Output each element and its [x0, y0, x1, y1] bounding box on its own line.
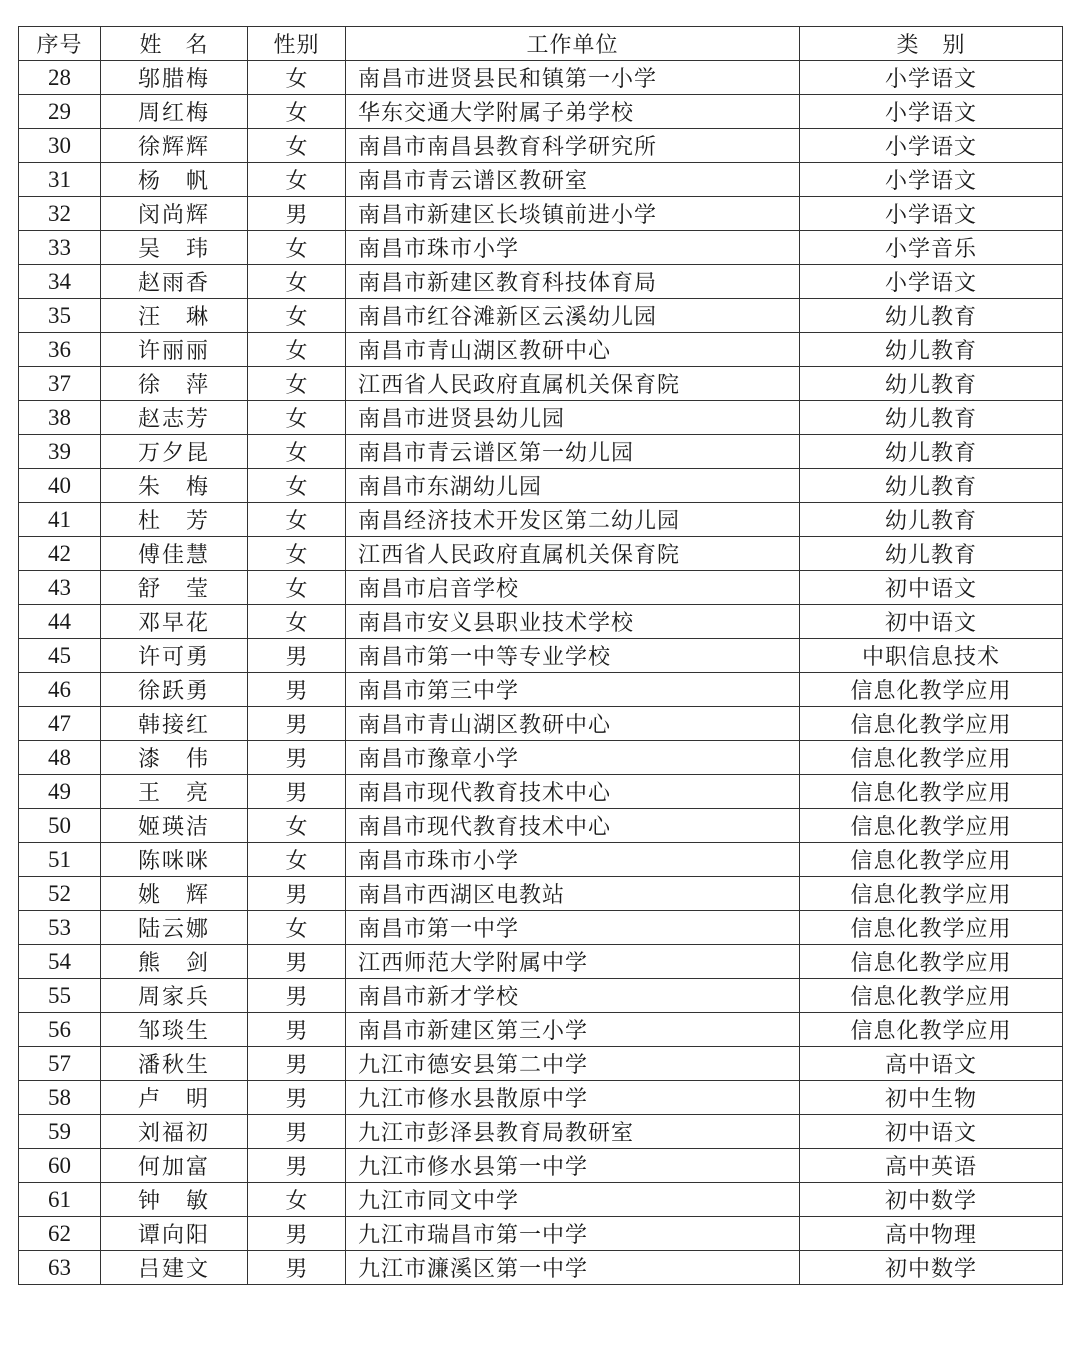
cell-work-unit: 九江市濂溪区第一中学 [346, 1251, 800, 1285]
table-row [19, 707, 1063, 741]
cell-serial-number: 34 [19, 265, 101, 299]
cell-serial-number: 40 [19, 469, 101, 503]
cell-gender: 女 [248, 299, 346, 333]
cell-work-unit: 南昌市青山湖区教研中心 [346, 333, 800, 367]
table-row [19, 299, 1063, 333]
cell-work-unit: 南昌市东湖幼儿园 [346, 469, 800, 503]
cell-serial-number: 55 [19, 979, 101, 1013]
cell-serial-number: 59 [19, 1115, 101, 1149]
cell-category: 信息化教学应用 [800, 911, 1063, 945]
cell-name: 闵尚辉 [101, 197, 248, 231]
cell-gender: 男 [248, 1047, 346, 1081]
cell-category: 初中语文 [800, 571, 1063, 605]
cell-work-unit: 九江市彭泽县教育局教研室 [346, 1115, 800, 1149]
cell-gender: 男 [248, 197, 346, 231]
cell-name: 舒 莹 [101, 571, 248, 605]
cell-work-unit: 南昌市红谷滩新区云溪幼儿园 [346, 299, 800, 333]
header-name: 姓 名 [101, 27, 248, 61]
cell-serial-number: 32 [19, 197, 101, 231]
cell-name: 吴 玮 [101, 231, 248, 265]
cell-serial-number: 63 [19, 1251, 101, 1285]
cell-category: 小学语文 [800, 265, 1063, 299]
cell-gender: 男 [248, 1217, 346, 1251]
cell-serial-number: 45 [19, 639, 101, 673]
cell-gender: 女 [248, 809, 346, 843]
cell-gender: 男 [248, 979, 346, 1013]
table-row [19, 1047, 1063, 1081]
cell-work-unit: 南昌市青云谱区教研室 [346, 163, 800, 197]
cell-work-unit: 南昌市珠市小学 [346, 843, 800, 877]
cell-name: 徐跃勇 [101, 673, 248, 707]
cell-gender: 男 [248, 673, 346, 707]
cell-work-unit: 南昌市新才学校 [346, 979, 800, 1013]
cell-category: 信息化教学应用 [800, 1013, 1063, 1047]
cell-gender: 男 [248, 1251, 346, 1285]
cell-work-unit: 九江市同文中学 [346, 1183, 800, 1217]
cell-serial-number: 37 [19, 367, 101, 401]
cell-work-unit: 九江市瑞昌市第一中学 [346, 1217, 800, 1251]
cell-category: 初中语文 [800, 1115, 1063, 1149]
cell-work-unit: 南昌市现代教育技术中心 [346, 809, 800, 843]
cell-serial-number: 42 [19, 537, 101, 571]
table-row [19, 1217, 1063, 1251]
roster-table [18, 26, 1063, 1285]
cell-name: 韩接红 [101, 707, 248, 741]
cell-work-unit: 南昌市新建区长埮镇前进小学 [346, 197, 800, 231]
header-work-unit: 工作单位 [346, 27, 800, 61]
table-row [19, 61, 1063, 95]
cell-work-unit: 九江市修水县第一中学 [346, 1149, 800, 1183]
cell-name: 杨 帆 [101, 163, 248, 197]
cell-gender: 男 [248, 707, 346, 741]
cell-name: 杜 芳 [101, 503, 248, 537]
cell-serial-number: 52 [19, 877, 101, 911]
cell-category: 幼儿教育 [800, 299, 1063, 333]
cell-name: 何加富 [101, 1149, 248, 1183]
cell-category: 幼儿教育 [800, 367, 1063, 401]
cell-serial-number: 60 [19, 1149, 101, 1183]
cell-name: 姚 辉 [101, 877, 248, 911]
table-row [19, 1081, 1063, 1115]
table-row [19, 1183, 1063, 1217]
cell-gender: 女 [248, 61, 346, 95]
table-row [19, 979, 1063, 1013]
cell-work-unit: 江西省人民政府直属机关保育院 [346, 367, 800, 401]
cell-gender: 女 [248, 469, 346, 503]
table-row [19, 265, 1063, 299]
cell-serial-number: 43 [19, 571, 101, 605]
header-serial-number: 序号 [19, 27, 101, 61]
cell-gender: 女 [248, 333, 346, 367]
table-row [19, 1115, 1063, 1149]
cell-serial-number: 62 [19, 1217, 101, 1251]
table-row [19, 231, 1063, 265]
cell-name: 万夕昆 [101, 435, 248, 469]
table-row [19, 503, 1063, 537]
cell-serial-number: 33 [19, 231, 101, 265]
cell-gender: 男 [248, 1013, 346, 1047]
table-row [19, 401, 1063, 435]
cell-name: 谭向阳 [101, 1217, 248, 1251]
cell-category: 信息化教学应用 [800, 775, 1063, 809]
cell-gender: 女 [248, 911, 346, 945]
cell-serial-number: 35 [19, 299, 101, 333]
header-gender: 性别 [248, 27, 346, 61]
cell-category: 小学语文 [800, 129, 1063, 163]
table-row [19, 129, 1063, 163]
cell-serial-number: 58 [19, 1081, 101, 1115]
header-category: 类 别 [800, 27, 1063, 61]
cell-gender: 男 [248, 1081, 346, 1115]
table-row [19, 163, 1063, 197]
table-row [19, 95, 1063, 129]
cell-category: 幼儿教育 [800, 503, 1063, 537]
cell-serial-number: 46 [19, 673, 101, 707]
cell-category: 信息化教学应用 [800, 673, 1063, 707]
cell-category: 幼儿教育 [800, 469, 1063, 503]
table-row [19, 639, 1063, 673]
cell-name: 漆 伟 [101, 741, 248, 775]
table-row [19, 605, 1063, 639]
cell-work-unit: 南昌市安义县职业技术学校 [346, 605, 800, 639]
cell-category: 信息化教学应用 [800, 707, 1063, 741]
table-row [19, 1251, 1063, 1285]
cell-category: 中职信息技术 [800, 639, 1063, 673]
cell-gender: 女 [248, 537, 346, 571]
table-header-row [19, 27, 1063, 61]
cell-work-unit: 南昌市西湖区电教站 [346, 877, 800, 911]
cell-name: 邹琰生 [101, 1013, 248, 1047]
cell-category: 小学语文 [800, 95, 1063, 129]
cell-gender: 男 [248, 775, 346, 809]
cell-name: 赵志芳 [101, 401, 248, 435]
cell-category: 幼儿教育 [800, 435, 1063, 469]
cell-serial-number: 57 [19, 1047, 101, 1081]
cell-serial-number: 30 [19, 129, 101, 163]
table-row [19, 537, 1063, 571]
table-row [19, 1013, 1063, 1047]
cell-gender: 女 [248, 605, 346, 639]
cell-category: 初中生物 [800, 1081, 1063, 1115]
cell-category: 初中语文 [800, 605, 1063, 639]
cell-gender: 男 [248, 741, 346, 775]
table-row [19, 911, 1063, 945]
table-row [19, 435, 1063, 469]
cell-gender: 男 [248, 1149, 346, 1183]
table-row [19, 197, 1063, 231]
cell-work-unit: 南昌市新建区教育科技体育局 [346, 265, 800, 299]
cell-category: 初中数学 [800, 1183, 1063, 1217]
cell-serial-number: 61 [19, 1183, 101, 1217]
table-row [19, 877, 1063, 911]
cell-work-unit: 南昌市青山湖区教研中心 [346, 707, 800, 741]
cell-category: 高中英语 [800, 1149, 1063, 1183]
cell-gender: 女 [248, 367, 346, 401]
cell-gender: 女 [248, 129, 346, 163]
cell-serial-number: 51 [19, 843, 101, 877]
cell-name: 潘秋生 [101, 1047, 248, 1081]
table-row [19, 945, 1063, 979]
cell-gender: 男 [248, 1115, 346, 1149]
cell-category: 小学语文 [800, 197, 1063, 231]
cell-category: 幼儿教育 [800, 537, 1063, 571]
cell-name: 邬腊梅 [101, 61, 248, 95]
cell-category: 幼儿教育 [800, 401, 1063, 435]
cell-category: 高中语文 [800, 1047, 1063, 1081]
cell-serial-number: 54 [19, 945, 101, 979]
cell-serial-number: 48 [19, 741, 101, 775]
document-page [18, 26, 1062, 1285]
cell-serial-number: 36 [19, 333, 101, 367]
cell-category: 信息化教学应用 [800, 741, 1063, 775]
cell-work-unit: 南昌市珠市小学 [346, 231, 800, 265]
table-row [19, 571, 1063, 605]
table-body [19, 61, 1063, 1285]
cell-work-unit: 南昌市第一中学 [346, 911, 800, 945]
cell-gender: 女 [248, 571, 346, 605]
cell-name: 陆云娜 [101, 911, 248, 945]
cell-work-unit: 九江市德安县第二中学 [346, 1047, 800, 1081]
cell-work-unit: 南昌市南昌县教育科学研究所 [346, 129, 800, 163]
cell-name: 周家兵 [101, 979, 248, 1013]
table-row [19, 469, 1063, 503]
cell-category: 小学语文 [800, 163, 1063, 197]
cell-work-unit: 江西师范大学附属中学 [346, 945, 800, 979]
cell-serial-number: 39 [19, 435, 101, 469]
cell-serial-number: 49 [19, 775, 101, 809]
cell-name: 邓早花 [101, 605, 248, 639]
cell-name: 熊 剑 [101, 945, 248, 979]
cell-serial-number: 53 [19, 911, 101, 945]
cell-name: 赵雨香 [101, 265, 248, 299]
cell-name: 许可勇 [101, 639, 248, 673]
cell-serial-number: 41 [19, 503, 101, 537]
cell-name: 许丽丽 [101, 333, 248, 367]
table-row [19, 367, 1063, 401]
cell-work-unit: 南昌市第一中等专业学校 [346, 639, 800, 673]
cell-category: 信息化教学应用 [800, 877, 1063, 911]
cell-serial-number: 28 [19, 61, 101, 95]
cell-serial-number: 47 [19, 707, 101, 741]
cell-category: 信息化教学应用 [800, 843, 1063, 877]
cell-gender: 女 [248, 95, 346, 129]
cell-gender: 女 [248, 1183, 346, 1217]
cell-work-unit: 九江市修水县散原中学 [346, 1081, 800, 1115]
cell-category: 幼儿教育 [800, 333, 1063, 367]
cell-gender: 女 [248, 265, 346, 299]
cell-gender: 女 [248, 503, 346, 537]
cell-serial-number: 29 [19, 95, 101, 129]
cell-work-unit: 南昌市第三中学 [346, 673, 800, 707]
cell-name: 吕建文 [101, 1251, 248, 1285]
table-row [19, 843, 1063, 877]
cell-category: 信息化教学应用 [800, 979, 1063, 1013]
cell-name: 卢 明 [101, 1081, 248, 1115]
cell-work-unit: 南昌市启音学校 [346, 571, 800, 605]
cell-work-unit: 南昌市现代教育技术中心 [346, 775, 800, 809]
cell-name: 钟 敏 [101, 1183, 248, 1217]
cell-gender: 男 [248, 639, 346, 673]
cell-serial-number: 50 [19, 809, 101, 843]
cell-name: 陈咪咪 [101, 843, 248, 877]
table-row [19, 1149, 1063, 1183]
cell-category: 小学语文 [800, 61, 1063, 95]
cell-name: 傅佳慧 [101, 537, 248, 571]
cell-serial-number: 31 [19, 163, 101, 197]
cell-category: 信息化教学应用 [800, 945, 1063, 979]
cell-work-unit: 南昌市新建区第三小学 [346, 1013, 800, 1047]
cell-category: 高中物理 [800, 1217, 1063, 1251]
cell-gender: 女 [248, 843, 346, 877]
table-row [19, 333, 1063, 367]
cell-work-unit: 华东交通大学附属子弟学校 [346, 95, 800, 129]
cell-name: 汪 琳 [101, 299, 248, 333]
cell-name: 徐辉辉 [101, 129, 248, 163]
cell-name: 姬瑛洁 [101, 809, 248, 843]
cell-work-unit: 江西省人民政府直属机关保育院 [346, 537, 800, 571]
cell-serial-number: 56 [19, 1013, 101, 1047]
cell-category: 初中数学 [800, 1251, 1063, 1285]
cell-work-unit: 南昌经济技术开发区第二幼儿园 [346, 503, 800, 537]
cell-category: 信息化教学应用 [800, 809, 1063, 843]
cell-gender: 男 [248, 945, 346, 979]
cell-gender: 女 [248, 435, 346, 469]
table-row [19, 775, 1063, 809]
cell-gender: 女 [248, 163, 346, 197]
cell-work-unit: 南昌市进贤县幼儿园 [346, 401, 800, 435]
cell-serial-number: 44 [19, 605, 101, 639]
cell-work-unit: 南昌市青云谱区第一幼儿园 [346, 435, 800, 469]
cell-name: 王 亮 [101, 775, 248, 809]
cell-work-unit: 南昌市进贤县民和镇第一小学 [346, 61, 800, 95]
cell-gender: 男 [248, 877, 346, 911]
cell-work-unit: 南昌市豫章小学 [346, 741, 800, 775]
table-row [19, 673, 1063, 707]
cell-name: 周红梅 [101, 95, 248, 129]
cell-serial-number: 38 [19, 401, 101, 435]
table-row [19, 741, 1063, 775]
cell-name: 徐 萍 [101, 367, 248, 401]
cell-gender: 女 [248, 231, 346, 265]
table-row [19, 809, 1063, 843]
cell-name: 朱 梅 [101, 469, 248, 503]
cell-name: 刘福初 [101, 1115, 248, 1149]
cell-gender: 女 [248, 401, 346, 435]
cell-category: 小学音乐 [800, 231, 1063, 265]
